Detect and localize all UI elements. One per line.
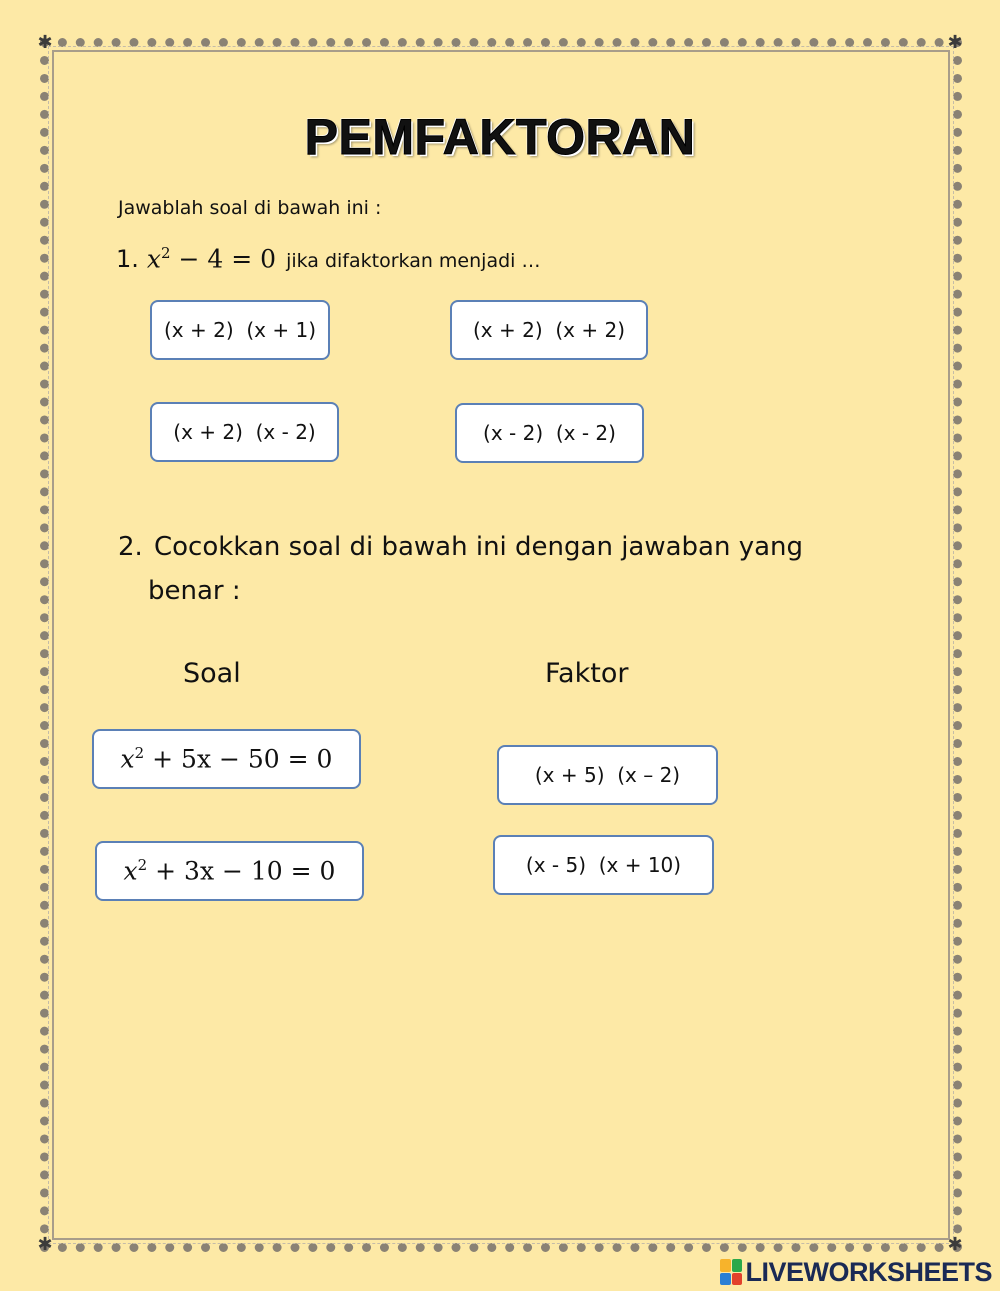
soal-1-equation	[121, 744, 333, 773]
faktor-item-2[interactable]: (x - 5) (x + 10)	[493, 835, 714, 895]
question-1	[116, 244, 540, 280]
liveworksheets-watermark	[720, 1256, 992, 1288]
answer-option-1[interactable]: (x + 2) (x + 1)	[150, 300, 330, 360]
equation-exponent: 2	[137, 856, 148, 875]
soal-header: Soal	[183, 658, 241, 689]
inner-border	[52, 50, 950, 1240]
corner-ornament-icon: ✱	[37, 32, 53, 53]
corner-ornament-icon: ✱	[947, 32, 963, 53]
question-1-equation	[147, 244, 276, 273]
question-2-number: 2.	[118, 532, 143, 562]
page-title: PEMFAKTORAN	[304, 109, 696, 165]
question-2-text-line2: benar :	[148, 576, 241, 606]
watermark-text: LIVEWORKSHEETS	[745, 1256, 992, 1287]
equation-rest: − 4 = 0	[170, 244, 277, 274]
answer-option-4[interactable]: (x - 2) (x - 2)	[455, 403, 644, 463]
answer-option-3[interactable]: (x + 2) (x - 2)	[150, 402, 339, 462]
instruction-text: Jawablah soal di bawah ini :	[118, 197, 382, 219]
soal-item-1[interactable]	[92, 729, 361, 789]
question-2	[118, 525, 838, 613]
liveworksheets-logo-icon	[720, 1259, 742, 1285]
soal-item-2[interactable]	[95, 841, 364, 901]
equation-rest: + 5x − 50 = 0	[144, 744, 333, 774]
equation-base: x	[120, 744, 135, 774]
faktor-item-1[interactable]: (x + 5) (x – 2)	[497, 745, 718, 805]
soal-2-equation	[124, 856, 336, 885]
answer-option-2[interactable]: (x + 2) (x + 2)	[450, 300, 648, 360]
equation-exponent: 2	[161, 244, 171, 262]
equation-base: x	[146, 244, 162, 274]
corner-ornament-icon: ✱	[37, 1234, 53, 1255]
equation-base: x	[123, 856, 138, 886]
faktor-header: Faktor	[545, 658, 629, 689]
question-1-tail: jika difaktorkan menjadi …	[286, 250, 541, 273]
equation-rest: + 3x − 10 = 0	[147, 856, 336, 886]
corner-ornament-icon: ✱	[947, 1234, 963, 1255]
equation-exponent: 2	[134, 744, 145, 763]
question-1-number: 1.	[116, 245, 139, 274]
question-2-text-line1: Cocokkan soal di bawah ini dengan jawaban yang	[154, 532, 804, 562]
